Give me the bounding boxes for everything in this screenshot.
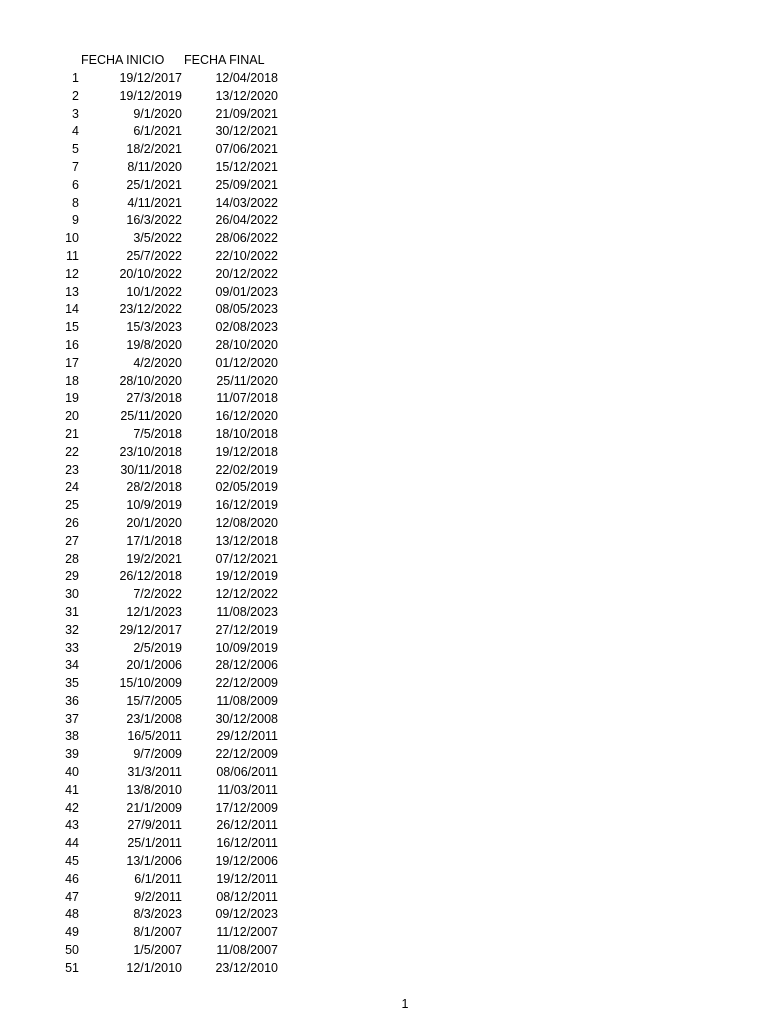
fecha-final-cell: 14/03/2022 [215,195,278,210]
row-number: 1 [72,71,79,85]
row-number: 20 [65,409,79,424]
row-number: 2 [72,88,79,103]
fecha-final-cell: 30/12/2021 [215,124,278,139]
row-number: 44 [65,836,79,851]
header-fecha-final: FECHA FINAL [184,53,265,67]
fecha-final-cell: 19/12/2011 [216,871,278,886]
row-number: 26 [65,515,79,530]
fecha-inicio-cell: 25/1/2011 [127,836,182,851]
row-number: 25 [65,498,79,513]
row-number: 34 [65,658,79,673]
fecha-final-cell: 11/12/2007 [216,925,278,940]
fecha-inicio-cell: 27/9/2011 [127,818,182,833]
fecha-inicio-cell: 9/1/2020 [133,106,182,121]
row-number: 28 [65,551,79,566]
table-row [0,337,300,355]
fecha-final-cell: 17/12/2009 [215,800,278,815]
table-row [0,479,300,497]
fecha-final-cell: 20/12/2022 [215,266,278,281]
row-number: 31 [65,604,79,619]
table-row [0,177,300,195]
fecha-final-cell: 29/12/2011 [216,729,278,744]
fecha-inicio-cell: 16/3/2022 [126,213,182,228]
fecha-final-cell: 11/08/2009 [216,693,278,708]
fecha-final-cell: 22/12/2009 [215,676,278,691]
row-number: 50 [65,943,79,958]
fecha-final-cell: 09/01/2023 [215,284,278,299]
row-number: 17 [65,355,79,370]
fecha-final-cell: 28/06/2022 [215,231,278,246]
fecha-inicio-cell: 23/10/2018 [119,444,182,459]
fecha-inicio-cell: 1/5/2007 [133,943,182,958]
fecha-inicio-cell: 6/1/2021 [133,124,182,139]
fecha-final-cell: 12/12/2022 [215,587,278,602]
table-row [0,604,300,622]
row-number: 24 [65,480,79,495]
fecha-final-cell: 10/09/2019 [215,640,278,655]
fecha-final-cell: 18/10/2018 [215,426,278,441]
table-row [0,462,300,480]
fecha-inicio-cell: 19/12/2019 [119,88,182,103]
fecha-final-cell: 08/06/2011 [216,765,278,780]
fecha-final-cell: 12/04/2018 [215,71,278,85]
fecha-inicio-cell: 8/1/2007 [133,925,182,940]
row-number: 21 [65,426,79,441]
table-row [0,106,300,124]
fecha-inicio-cell: 28/10/2020 [119,373,182,388]
fecha-final-cell: 25/09/2021 [215,177,278,192]
row-number: 10 [65,231,79,246]
fecha-final-cell: 21/09/2021 [215,106,278,121]
table-row [0,746,300,764]
fecha-final-cell: 12/08/2020 [215,515,278,530]
row-number: 42 [65,800,79,815]
fecha-inicio-cell: 17/1/2018 [126,533,182,548]
fecha-inicio-cell: 30/11/2018 [120,462,182,477]
fecha-inicio-cell: 19/2/2021 [126,551,182,566]
fecha-inicio-cell: 4/2/2020 [133,355,182,370]
table-row [0,817,300,835]
fecha-final-cell: 16/12/2020 [215,409,278,424]
fecha-inicio-cell: 10/9/2019 [126,498,182,513]
fecha-final-cell: 02/08/2023 [215,320,278,335]
row-number: 12 [65,266,79,281]
fecha-inicio-cell: 15/7/2005 [126,693,182,708]
row-number: 27 [65,533,79,548]
fecha-inicio-cell: 27/3/2018 [126,391,182,406]
fecha-inicio-cell: 25/7/2022 [126,248,182,263]
fecha-inicio-cell: 26/12/2018 [119,569,182,584]
row-number: 35 [65,676,79,691]
table-row [0,266,300,284]
table-row [0,88,300,106]
table-row [0,640,300,658]
fecha-final-cell: 26/04/2022 [215,213,278,228]
row-number: 3 [72,106,79,121]
fecha-final-cell: 07/06/2021 [215,142,278,157]
fecha-final-cell: 08/05/2023 [215,302,278,317]
fecha-inicio-cell: 21/1/2009 [126,800,182,815]
row-number: 41 [65,782,79,797]
fecha-final-cell: 23/12/2010 [215,960,278,975]
row-number: 5 [72,142,79,157]
row-number: 40 [65,765,79,780]
fecha-final-cell: 30/12/2008 [215,711,278,726]
table-row [0,586,300,604]
row-number: 45 [65,854,79,869]
fecha-inicio-cell: 9/2/2011 [134,889,182,904]
fecha-final-cell: 13/12/2020 [215,88,278,103]
table-row [0,373,300,391]
table-row [0,675,300,693]
fecha-inicio-cell: 20/10/2022 [119,266,182,281]
row-number: 33 [65,640,79,655]
row-number: 48 [65,907,79,922]
table-row [0,960,300,978]
row-number: 46 [65,871,79,886]
row-number: 13 [65,284,79,299]
fecha-final-cell: 22/12/2009 [215,747,278,762]
table-row [0,319,300,337]
table-row [0,515,300,533]
row-number: 29 [65,569,79,584]
fecha-final-cell: 15/12/2021 [215,159,278,174]
fecha-inicio-cell: 25/11/2020 [120,409,182,424]
table-row [0,657,300,675]
fecha-inicio-cell: 19/12/2017 [119,71,182,85]
table-row [0,728,300,746]
row-number: 22 [65,444,79,459]
table-row [0,871,300,889]
table-row [0,568,300,586]
data-table [0,70,300,978]
fecha-final-cell: 11/08/2023 [216,604,278,619]
fecha-inicio-cell: 12/1/2010 [126,960,182,975]
row-number: 9 [72,213,79,228]
table-row [0,159,300,177]
row-number: 38 [65,729,79,744]
fecha-final-cell: 22/10/2022 [215,248,278,263]
row-number: 11 [66,248,79,263]
page-number: 1 [401,997,409,1011]
row-number: 37 [65,711,79,726]
fecha-final-cell: 27/12/2019 [215,622,278,637]
fecha-final-cell: 19/12/2006 [215,854,278,869]
row-number: 15 [65,320,79,335]
fecha-final-cell: 07/12/2021 [215,551,278,566]
table-row [0,123,300,141]
row-number: 18 [65,373,79,388]
fecha-final-cell: 28/10/2020 [215,337,278,352]
table-row [0,301,300,319]
fecha-final-cell: 11/07/2018 [216,391,278,406]
table-row [0,782,300,800]
fecha-inicio-cell: 9/7/2009 [133,747,182,762]
fecha-inicio-cell: 4/11/2021 [127,195,182,210]
fecha-inicio-cell: 7/5/2018 [133,426,182,441]
header-fecha-inicio: FECHA INICIO [81,53,165,67]
fecha-final-cell: 11/08/2007 [216,943,278,958]
table-row [0,924,300,942]
fecha-final-cell: 19/12/2019 [215,569,278,584]
table-row [0,800,300,818]
table-row [0,906,300,924]
fecha-inicio-cell: 12/1/2023 [126,604,182,619]
fecha-final-cell: 11/03/2011 [217,782,278,797]
table-row [0,355,300,373]
table-row [0,195,300,213]
table-row [0,248,300,266]
table-row [0,70,300,88]
table-row [0,230,300,248]
table-row [0,390,300,408]
fecha-inicio-cell: 16/5/2011 [127,729,182,744]
row-number: 32 [65,622,79,637]
table-row [0,693,300,711]
table-row [0,141,300,159]
row-number: 36 [65,693,79,708]
row-number: 30 [65,587,79,602]
table-row [0,551,300,569]
row-number: 4 [72,124,79,139]
row-number: 51 [65,960,79,975]
fecha-inicio-cell: 10/1/2022 [126,284,182,299]
row-number: 19 [65,391,79,406]
table-row [0,497,300,515]
table-row [0,622,300,640]
table-row [0,212,300,230]
row-number: 23 [65,462,79,477]
row-number: 7 [72,159,79,174]
fecha-inicio-cell: 15/10/2009 [119,676,182,691]
fecha-final-cell: 09/12/2023 [215,907,278,922]
fecha-inicio-cell: 3/5/2022 [133,231,182,246]
fecha-final-cell: 16/12/2011 [216,836,278,851]
table-row [0,853,300,871]
fecha-inicio-cell: 20/1/2020 [126,515,182,530]
fecha-final-cell: 28/12/2006 [215,658,278,673]
fecha-final-cell: 22/02/2019 [215,462,278,477]
fecha-inicio-cell: 15/3/2023 [126,320,182,335]
table-row [0,835,300,853]
fecha-inicio-cell: 19/8/2020 [126,337,182,352]
table-row [0,284,300,302]
row-number: 49 [65,925,79,940]
table-row [0,711,300,729]
table-row [0,533,300,551]
fecha-final-cell: 02/05/2019 [215,480,278,495]
table-row [0,889,300,907]
fecha-inicio-cell: 6/1/2011 [134,871,182,886]
fecha-inicio-cell: 28/2/2018 [126,480,182,495]
table-row [0,426,300,444]
row-number: 47 [65,889,79,904]
fecha-inicio-cell: 18/2/2021 [126,142,182,157]
row-number: 6 [72,177,79,192]
table-row [0,942,300,960]
table-row [0,444,300,462]
fecha-final-cell: 19/12/2018 [215,444,278,459]
row-number: 39 [65,747,79,762]
fecha-inicio-cell: 13/8/2010 [126,782,182,797]
fecha-inicio-cell: 29/12/2017 [119,622,182,637]
fecha-inicio-cell: 7/2/2022 [133,587,182,602]
row-number: 14 [65,302,79,317]
fecha-inicio-cell: 13/1/2006 [126,854,182,869]
table-row [0,764,300,782]
fecha-inicio-cell: 20/1/2006 [126,658,182,673]
fecha-inicio-cell: 8/11/2020 [127,159,182,174]
fecha-inicio-cell: 31/3/2011 [127,765,182,780]
fecha-inicio-cell: 2/5/2019 [133,640,182,655]
row-number: 43 [65,818,79,833]
column-header-row [0,53,300,70]
row-number: 16 [65,337,79,352]
fecha-final-cell: 08/12/2011 [216,889,278,904]
fecha-inicio-cell: 8/3/2023 [133,907,182,922]
fecha-inicio-cell: 23/12/2022 [119,302,182,317]
fecha-final-cell: 25/11/2020 [216,373,278,388]
fecha-inicio-cell: 23/1/2008 [126,711,182,726]
fecha-final-cell: 26/12/2011 [216,818,278,833]
row-number: 8 [72,195,79,210]
fecha-final-cell: 13/12/2018 [215,533,278,548]
fecha-inicio-cell: 25/1/2021 [126,177,182,192]
fecha-final-cell: 16/12/2019 [215,498,278,513]
table-row [0,408,300,426]
fecha-final-cell: 01/12/2020 [215,355,278,370]
